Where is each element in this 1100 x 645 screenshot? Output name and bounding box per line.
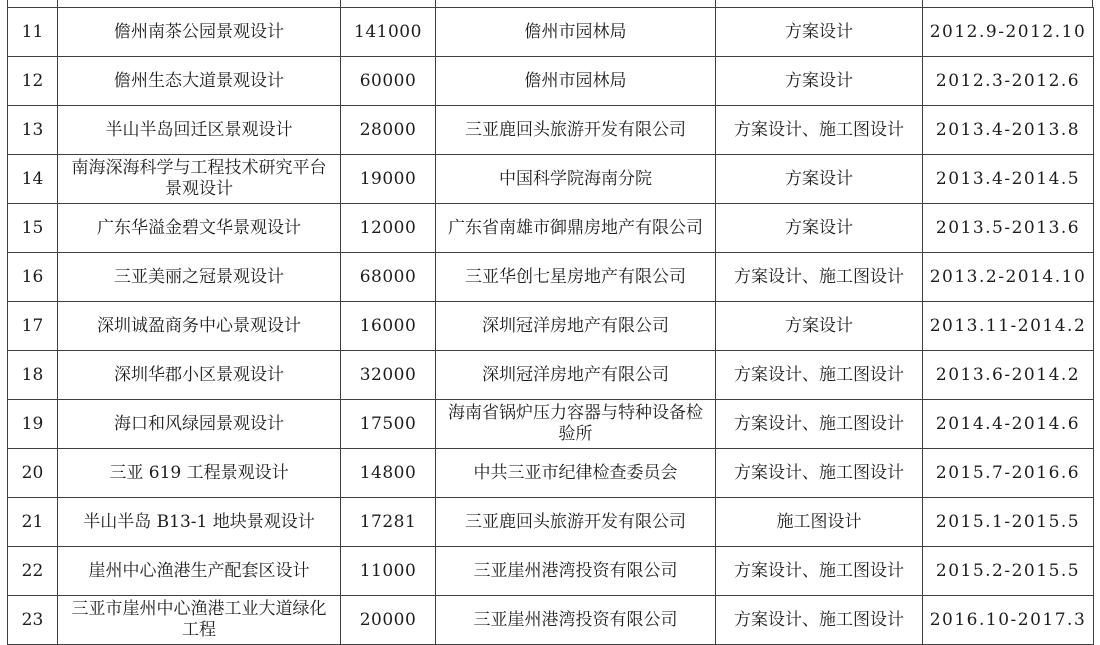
client-cell: 中共三亚市纪律检查委员会	[436, 449, 716, 498]
design-scope-cell: 方案设计、施工图设计	[716, 400, 923, 449]
design-scope-cell: 方案设计	[716, 57, 923, 106]
row-number-cell: 14	[8, 155, 58, 204]
table-row	[8, 8, 1094, 57]
client-cell: 海南省锅炉压力容器与特种设备检验所	[436, 400, 716, 449]
row-number-cell: 13	[8, 106, 58, 155]
project-name-cell: 儋州南茶公园景观设计	[58, 8, 341, 57]
client-cell: 深圳冠洋房地产有限公司	[436, 302, 716, 351]
client-cell: 三亚崖州港湾投资有限公司	[436, 596, 716, 645]
area-cell: 19000	[341, 155, 436, 204]
table-row	[8, 449, 1094, 498]
column-divider	[715, 0, 922, 7]
area-cell: 14800	[341, 449, 436, 498]
design-scope-cell: 方案设计	[716, 155, 923, 204]
table-body	[8, 8, 1094, 645]
row-number-cell: 11	[8, 8, 58, 57]
area-cell: 17500	[341, 400, 436, 449]
design-scope-cell: 施工图设计	[716, 498, 923, 547]
table-row	[8, 57, 1094, 106]
cut-off-row-above	[7, 0, 1093, 7]
column-divider	[435, 0, 715, 7]
row-number-cell: 12	[8, 57, 58, 106]
client-cell: 中国科学院海南分院	[436, 155, 716, 204]
period-cell: 2015.7-2016.6	[923, 449, 1094, 498]
project-name-cell: 三亚市崖州中心渔港工业大道绿化工程	[58, 596, 341, 645]
client-cell: 三亚鹿回头旅游开发有限公司	[436, 498, 716, 547]
project-name-cell: 海口和风绿园景观设计	[58, 400, 341, 449]
design-scope-cell: 方案设计、施工图设计	[716, 253, 923, 302]
period-cell: 2015.2-2015.5	[923, 547, 1094, 596]
client-cell: 三亚鹿回头旅游开发有限公司	[436, 106, 716, 155]
period-cell: 2016.10-2017.3	[923, 596, 1094, 645]
client-cell: 儋州市园林局	[436, 57, 716, 106]
project-name-cell: 广东华溢金碧文华景观设计	[58, 204, 341, 253]
period-cell: 2013.6-2014.2	[923, 351, 1094, 400]
project-name-cell: 三亚 619 工程景观设计	[58, 449, 341, 498]
client-cell: 三亚华创七星房地产有限公司	[436, 253, 716, 302]
period-cell: 2012.3-2012.6	[923, 57, 1094, 106]
project-name-cell: 南海深海科学与工程技术研究平台景观设计	[58, 155, 341, 204]
row-number-cell: 15	[8, 204, 58, 253]
area-cell: 68000	[341, 253, 436, 302]
period-cell: 2015.1-2015.5	[923, 498, 1094, 547]
project-name-cell: 三亚美丽之冠景观设计	[58, 253, 341, 302]
area-cell: 60000	[341, 57, 436, 106]
design-scope-cell: 方案设计、施工图设计	[716, 106, 923, 155]
row-number-cell: 22	[8, 547, 58, 596]
area-cell: 11000	[341, 547, 436, 596]
project-name-cell: 半山半岛回迁区景观设计	[58, 106, 341, 155]
project-name-cell: 崖州中心渔港生产配套区设计	[58, 547, 341, 596]
row-number-cell: 17	[8, 302, 58, 351]
table-row	[8, 400, 1094, 449]
column-divider	[922, 0, 1093, 7]
row-number-cell: 21	[8, 498, 58, 547]
project-experience-table	[7, 7, 1094, 645]
table-row	[8, 351, 1094, 400]
period-cell: 2013.2-2014.10	[923, 253, 1094, 302]
period-cell: 2013.11-2014.2	[923, 302, 1094, 351]
column-divider	[7, 0, 57, 7]
project-name-cell: 儋州生态大道景观设计	[58, 57, 341, 106]
period-cell: 2012.9-2012.10	[923, 8, 1094, 57]
column-divider	[340, 0, 435, 7]
area-cell: 12000	[341, 204, 436, 253]
table-row	[8, 106, 1094, 155]
table-row	[8, 253, 1094, 302]
design-scope-cell: 方案设计、施工图设计	[716, 351, 923, 400]
table-row	[8, 498, 1094, 547]
period-cell: 2013.5-2013.6	[923, 204, 1094, 253]
period-cell: 2014.4-2014.6	[923, 400, 1094, 449]
design-scope-cell: 方案设计	[716, 302, 923, 351]
table-row	[8, 596, 1094, 645]
design-scope-cell: 方案设计、施工图设计	[716, 547, 923, 596]
area-cell: 28000	[341, 106, 436, 155]
project-name-cell: 半山半岛 B13-1 地块景观设计	[58, 498, 341, 547]
area-cell: 141000	[341, 8, 436, 57]
design-scope-cell: 方案设计、施工图设计	[716, 449, 923, 498]
client-cell: 三亚崖州港湾投资有限公司	[436, 547, 716, 596]
row-number-cell: 16	[8, 253, 58, 302]
row-number-cell: 20	[8, 449, 58, 498]
area-cell: 20000	[341, 596, 436, 645]
area-cell: 32000	[341, 351, 436, 400]
period-cell: 2013.4-2013.8	[923, 106, 1094, 155]
table-row	[8, 302, 1094, 351]
column-divider	[57, 0, 340, 7]
client-cell: 深圳冠洋房地产有限公司	[436, 351, 716, 400]
design-scope-cell: 方案设计	[716, 8, 923, 57]
client-cell: 广东省南雄市御鼎房地产有限公司	[436, 204, 716, 253]
client-cell: 儋州市园林局	[436, 8, 716, 57]
area-cell: 16000	[341, 302, 436, 351]
table-row	[8, 204, 1094, 253]
table-row	[8, 547, 1094, 596]
row-number-cell: 19	[8, 400, 58, 449]
design-scope-cell: 方案设计	[716, 204, 923, 253]
period-cell: 2013.4-2014.5	[923, 155, 1094, 204]
project-name-cell: 深圳诚盈商务中心景观设计	[58, 302, 341, 351]
area-cell: 17281	[341, 498, 436, 547]
row-number-cell: 18	[8, 351, 58, 400]
project-name-cell: 深圳华郡小区景观设计	[58, 351, 341, 400]
table-row	[8, 155, 1094, 204]
design-scope-cell: 方案设计、施工图设计	[716, 596, 923, 645]
row-number-cell: 23	[8, 596, 58, 645]
